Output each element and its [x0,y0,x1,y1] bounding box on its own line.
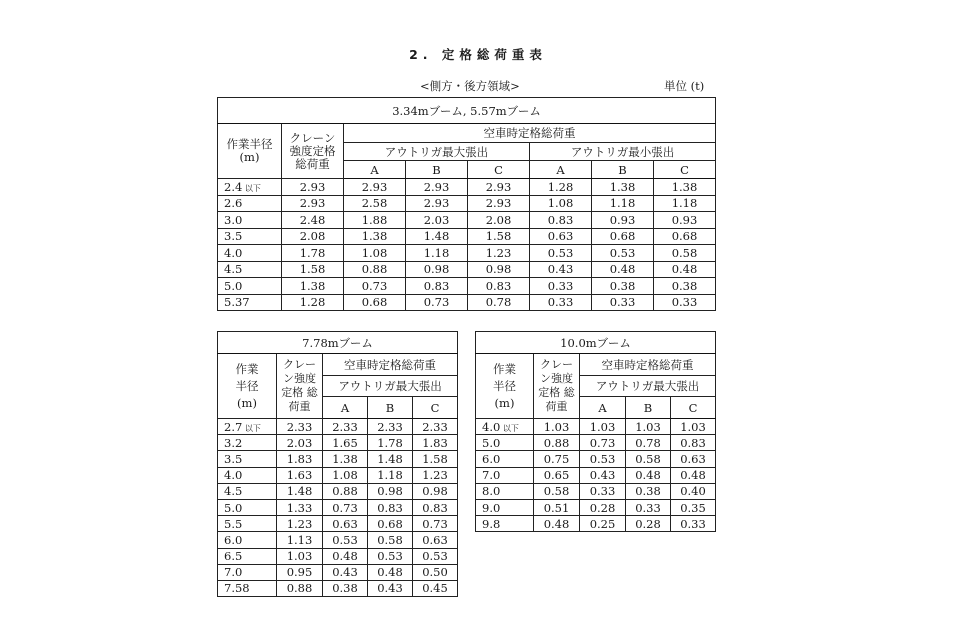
cell-crane-strength-load: 0.88 [534,435,580,451]
cell-min-c: 0.68 [654,228,716,245]
cell-crane-strength-load: 2.48 [282,212,344,229]
cell-min-b: 0.38 [592,278,654,295]
cell-min-a: 0.63 [530,228,592,245]
cell-max-a: 2.58 [344,195,406,212]
cell-radius: 2.6 [218,195,282,212]
cell-max-b: 1.18 [368,467,413,483]
cell-radius: 2.4 以下 [218,179,282,196]
cell-max-a: 0.33 [580,483,626,499]
region-subtitle: <側方・後方領域> [420,79,520,93]
cell-max-a: 0.28 [580,499,626,515]
header-col-b: B [406,161,468,179]
cell-max-a: 0.73 [580,435,626,451]
cell-min-b: 0.68 [592,228,654,245]
cell-radius: 3.0 [218,212,282,229]
cell-min-c: 0.48 [654,261,716,278]
cell-radius: 4.0 以下 [476,419,534,435]
cell-radius: 2.7 以下 [218,419,277,435]
header-crane-strength: クレーン 強度定格 総荷重 [282,124,344,179]
header-outrigger-max: アウトリガ最大張出 [323,376,458,397]
cell-max-c: 0.83 [413,499,458,515]
cell-max-a: 0.53 [323,532,368,548]
cell-max-c: 1.83 [413,435,458,451]
cell-max-b: 0.33 [626,499,671,515]
header-outrigger-max: アウトリガ最大張出 [580,376,716,397]
table-caption: 7.78mブーム [218,332,458,354]
cell-min-a: 0.43 [530,261,592,278]
header-col-c: C [654,161,716,179]
cell-max-c: 0.40 [671,483,716,499]
header-radius: 作業半径 (m) [218,124,282,179]
cell-radius: 5.0 [218,499,277,515]
cell-max-a: 0.38 [323,580,368,596]
table-row [218,195,716,212]
cell-radius: 3.2 [218,435,277,451]
cell-max-b: 2.93 [406,195,468,212]
cell-crane-strength-load: 1.58 [282,261,344,278]
header-col-c: C [671,397,716,419]
header-radius: 作業 半径 (m) [218,354,277,419]
cell-max-b: 0.78 [626,435,671,451]
table-row [218,261,716,278]
cell-max-b: 0.83 [406,278,468,295]
cell-max-b: 0.83 [368,499,413,515]
cell-radius: 5.5 [218,516,277,532]
cell-min-a: 0.53 [530,245,592,262]
cell-radius: 4.5 [218,483,277,499]
cell-max-c: 0.48 [671,467,716,483]
cell-min-b: 0.93 [592,212,654,229]
cell-max-a: 1.03 [580,419,626,435]
cell-crane-strength-load: 0.95 [277,564,323,580]
cell-crane-strength-load: 2.93 [282,195,344,212]
cell-crane-strength-load: 0.58 [534,483,580,499]
cell-radius: 7.0 [476,467,534,483]
cell-max-c: 1.58 [413,451,458,467]
table-body [218,179,716,311]
cell-min-c: 0.33 [654,294,716,311]
cell-min-c: 1.18 [654,195,716,212]
cell-max-c: 0.98 [413,483,458,499]
header-col-a: A [323,397,368,419]
cell-radius: 3.5 [218,451,277,467]
header-col-a: A [530,161,592,179]
cell-max-b: 2.03 [406,212,468,229]
cell-max-c: 0.33 [671,516,716,532]
cell-radius: 5.37 [218,294,282,311]
cell-min-c: 0.38 [654,278,716,295]
cell-crane-strength-load: 1.63 [277,467,323,483]
cell-crane-strength-load: 1.03 [534,419,580,435]
cell-crane-strength-load: 0.88 [277,580,323,596]
cell-min-a: 1.08 [530,195,592,212]
cell-max-a: 0.88 [323,483,368,499]
cell-max-a: 0.48 [323,548,368,564]
cell-radius: 7.0 [218,564,277,580]
cell-max-a: 1.08 [323,467,368,483]
table-row [218,564,458,580]
cell-max-b: 2.33 [368,419,413,435]
cell-max-b: 0.58 [368,532,413,548]
table-row [476,499,716,515]
cell-max-b: 1.48 [406,228,468,245]
cell-max-b: 1.18 [406,245,468,262]
cell-max-a: 2.33 [323,419,368,435]
load-table-7-78m-boom [217,331,458,597]
document-title: 2. 定格総荷重表 [409,47,547,62]
table-row [218,228,716,245]
cell-max-a: 0.73 [323,499,368,515]
cell-max-a: 0.88 [344,261,406,278]
cell-max-a: 0.68 [344,294,406,311]
cell-crane-strength-load: 1.78 [282,245,344,262]
table-row [476,451,716,467]
cell-crane-strength-load: 0.65 [534,467,580,483]
cell-max-a: 0.63 [323,516,368,532]
cell-min-b: 0.53 [592,245,654,262]
table-row [218,483,458,499]
cell-min-a: 0.33 [530,294,592,311]
cell-max-a: 0.43 [323,564,368,580]
cell-radius: 6.5 [218,548,277,564]
cell-min-c: 0.93 [654,212,716,229]
cell-max-c: 0.35 [671,499,716,515]
table-row [476,516,716,532]
table-row [218,435,458,451]
cell-min-c: 1.38 [654,179,716,196]
cell-max-a: 1.08 [344,245,406,262]
cell-crane-strength-load: 0.51 [534,499,580,515]
cell-max-c: 1.58 [468,228,530,245]
header-outrigger-min: アウトリガ最小張出 [530,143,716,161]
cell-max-b: 1.48 [368,451,413,467]
cell-max-a: 1.38 [323,451,368,467]
cell-max-c: 2.93 [468,195,530,212]
cell-max-b: 0.43 [368,580,413,596]
table-body [476,419,716,532]
radius-suffix: 以下 [242,423,261,433]
cell-max-c: 2.93 [468,179,530,196]
cell-crane-strength-load: 1.28 [282,294,344,311]
table-row [218,548,458,564]
cell-radius: 6.0 [476,451,534,467]
cell-crane-strength-load: 2.03 [277,435,323,451]
cell-crane-strength-load: 2.33 [277,419,323,435]
cell-max-b: 0.73 [406,294,468,311]
cell-max-a: 1.65 [323,435,368,451]
cell-max-c: 0.83 [468,278,530,295]
cell-max-b: 0.53 [368,548,413,564]
radius-suffix: 以下 [242,183,261,193]
cell-radius: 5.0 [476,435,534,451]
table-caption: 3.34mブーム, 5.57mブーム [218,98,716,124]
table-row [218,516,458,532]
cell-min-b: 1.18 [592,195,654,212]
cell-max-b: 0.48 [626,467,671,483]
cell-max-c: 2.08 [468,212,530,229]
cell-crane-strength-load: 1.23 [277,516,323,532]
cell-max-b: 2.93 [406,179,468,196]
cell-max-a: 2.93 [344,179,406,196]
table-row [476,467,716,483]
table-row [218,499,458,515]
cell-min-b: 0.48 [592,261,654,278]
cell-max-c: 1.23 [468,245,530,262]
header-col-b: B [592,161,654,179]
cell-max-b: 0.98 [406,261,468,278]
cell-crane-strength-load: 1.38 [282,278,344,295]
cell-min-a: 0.83 [530,212,592,229]
table-row [218,278,716,295]
cell-max-a: 0.25 [580,516,626,532]
load-table-3-34m-5-57m-boom [217,97,716,311]
cell-radius: 8.0 [476,483,534,499]
table-row [476,483,716,499]
cell-crane-strength-load: 1.33 [277,499,323,515]
cell-radius: 5.0 [218,278,282,295]
cell-max-c: 2.33 [413,419,458,435]
cell-max-c: 0.78 [468,294,530,311]
table-row [476,435,716,451]
table-caption: 10.0mブーム [476,332,716,354]
header-outrigger-max: アウトリガ最大張出 [344,143,530,161]
table-row [218,451,458,467]
cell-radius: 9.0 [476,499,534,515]
cell-max-c: 0.83 [671,435,716,451]
table-body [218,419,458,597]
cell-crane-strength-load: 1.48 [277,483,323,499]
header-col-c: C [413,397,458,419]
cell-max-b: 0.48 [368,564,413,580]
header-col-b: B [368,397,413,419]
radius-suffix: 以下 [500,423,519,433]
header-crane-strength: クレー ン強度 定格 総荷重 [534,354,580,419]
cell-max-b: 0.68 [368,516,413,532]
cell-max-c: 1.03 [671,419,716,435]
cell-max-c: 0.73 [413,516,458,532]
cell-max-c: 0.50 [413,564,458,580]
table-row [218,179,716,196]
cell-crane-strength-load: 0.75 [534,451,580,467]
table-row [218,419,458,435]
header-empty-rated-load: 空車時定格総荷重 [344,124,716,143]
header-col-b: B [626,397,671,419]
cell-crane-strength-load: 1.83 [277,451,323,467]
cell-max-b: 0.98 [368,483,413,499]
table-row [218,467,458,483]
table-row [218,212,716,229]
cell-radius: 3.5 [218,228,282,245]
cell-max-c: 0.63 [413,532,458,548]
cell-max-a: 0.43 [580,467,626,483]
cell-max-a: 0.53 [580,451,626,467]
cell-crane-strength-load: 1.03 [277,548,323,564]
cell-max-b: 0.58 [626,451,671,467]
cell-max-c: 0.45 [413,580,458,596]
header-col-a: A [344,161,406,179]
header-radius: 作業 半径 (m) [476,354,534,419]
cell-max-c: 0.63 [671,451,716,467]
cell-crane-strength-load: 1.13 [277,532,323,548]
cell-radius: 4.0 [218,467,277,483]
cell-max-c: 1.23 [413,467,458,483]
header-col-c: C [468,161,530,179]
cell-radius: 7.58 [218,580,277,596]
header-col-a: A [580,397,626,419]
cell-min-a: 0.33 [530,278,592,295]
header-empty-rated-load: 空車時定格総荷重 [580,354,716,376]
unit-label: 単位 (t) [664,79,705,93]
cell-crane-strength-load: 2.08 [282,228,344,245]
cell-max-b: 0.38 [626,483,671,499]
cell-max-c: 0.53 [413,548,458,564]
cell-max-a: 1.38 [344,228,406,245]
cell-min-c: 0.58 [654,245,716,262]
table-row [476,419,716,435]
load-table-10-0m-boom [475,331,716,532]
cell-min-a: 1.28 [530,179,592,196]
cell-max-a: 1.88 [344,212,406,229]
cell-radius: 4.5 [218,261,282,278]
table-row [218,532,458,548]
cell-min-b: 1.38 [592,179,654,196]
table-row [218,580,458,596]
cell-radius: 9.8 [476,516,534,532]
table-row [218,294,716,311]
header-empty-rated-load: 空車時定格総荷重 [323,354,458,376]
table-row [218,245,716,262]
cell-radius: 6.0 [218,532,277,548]
cell-max-b: 1.03 [626,419,671,435]
cell-max-b: 0.28 [626,516,671,532]
cell-crane-strength-load: 2.93 [282,179,344,196]
cell-crane-strength-load: 0.48 [534,516,580,532]
cell-max-b: 1.78 [368,435,413,451]
cell-max-a: 0.73 [344,278,406,295]
cell-max-c: 0.98 [468,261,530,278]
cell-min-b: 0.33 [592,294,654,311]
cell-radius: 4.0 [218,245,282,262]
header-crane-strength: クレー ン強度 定格 総荷重 [277,354,323,419]
